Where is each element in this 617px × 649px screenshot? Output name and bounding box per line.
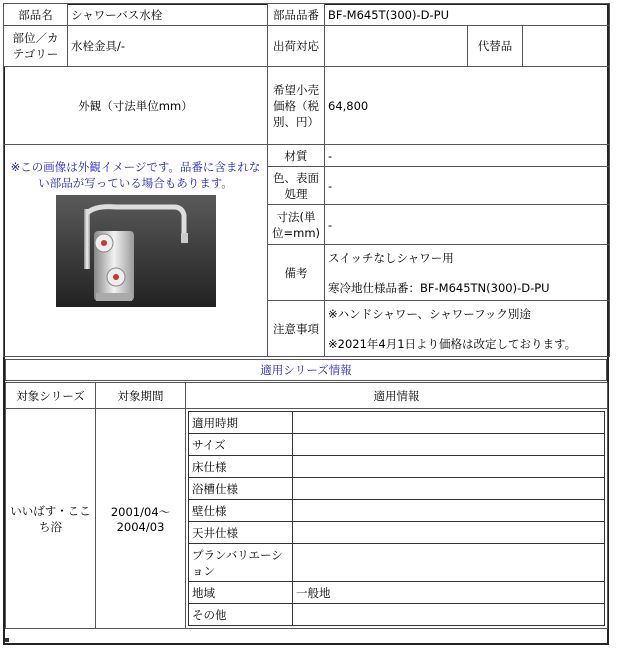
category-value: 水栓金具/- xyxy=(68,26,268,67)
remarks-line-2: 寒冷地仕様品番：BF-M645TN(300)-D-PU xyxy=(328,280,550,295)
col-info-header: 適用情報 xyxy=(186,383,608,409)
substitute-value xyxy=(523,26,610,67)
info-row-value xyxy=(293,434,605,456)
col-period-header: 対象期間 xyxy=(96,383,186,409)
price-value: 64,800 xyxy=(325,67,610,145)
info-row xyxy=(189,604,605,626)
info-row xyxy=(189,500,605,522)
appearance-label: 外観（寸法単位mm） xyxy=(4,67,268,145)
material-value: - xyxy=(325,145,610,167)
color-label: 色、表面処理 xyxy=(268,167,325,205)
part-number-value: BF-M645T(300)-D-PU xyxy=(325,4,610,26)
info-row-value xyxy=(293,604,605,626)
info-row xyxy=(189,582,605,604)
info-row-value xyxy=(293,500,605,522)
series-section-title: 適用シリーズ情報 xyxy=(5,359,607,381)
info-row xyxy=(189,412,605,434)
info-row xyxy=(189,478,605,500)
info-row-key: 浴槽仕様 xyxy=(189,478,293,500)
series-value: いいばす・ここち浴 xyxy=(6,409,96,629)
info-row-value xyxy=(293,456,605,478)
part-name-label: 部品名 xyxy=(4,4,68,26)
price-label: 希望小売価格（税別、円） xyxy=(268,67,325,145)
caution-line-2: ※2021年4月1日より価格は改定しております。 xyxy=(328,336,577,351)
info-table xyxy=(188,411,605,626)
info-row-key: 床仕様 xyxy=(189,456,293,478)
info-row-key: 地域 xyxy=(189,582,293,604)
info-row xyxy=(189,522,605,544)
period-value: 2001/04～2004/03 xyxy=(96,409,186,629)
info-cell xyxy=(186,409,608,629)
info-row-value xyxy=(293,522,605,544)
shipping-value xyxy=(325,26,468,67)
dimension-value: - xyxy=(325,205,610,245)
bottom-marker xyxy=(5,638,9,642)
part-name-value: シャワーバス水栓 xyxy=(68,4,268,26)
info-row-key: その他 xyxy=(189,604,293,626)
info-row xyxy=(189,434,605,456)
info-row-key: プランバリエーション xyxy=(189,544,293,582)
info-row-key: 適用時期 xyxy=(189,412,293,434)
dimension-label: 寸法(単位=mm) xyxy=(268,205,325,245)
info-row-value xyxy=(293,478,605,500)
remarks-value xyxy=(325,245,610,301)
remarks-line-1: スイッチなしシャワー用 xyxy=(328,250,454,265)
faucet-image xyxy=(56,195,216,307)
remarks-label: 備考 xyxy=(268,245,325,301)
info-row-key: 壁仕様 xyxy=(189,500,293,522)
series-table xyxy=(5,382,608,629)
substitute-label: 代替品 xyxy=(468,26,523,67)
shipping-label: 出荷対応 xyxy=(268,26,325,67)
image-cell xyxy=(4,145,268,357)
image-note: ※この画像は外観イメージです。品番に含まれない部品が写っている場合もあります。 xyxy=(10,160,261,190)
info-row-key: サイズ xyxy=(189,434,293,456)
part-detail-table xyxy=(3,3,610,357)
part-number-label: 部品品番 xyxy=(268,4,325,26)
material-label: 材質 xyxy=(268,145,325,167)
category-label: 部位／カテゴリー xyxy=(4,26,68,67)
caution-value xyxy=(325,301,610,357)
info-row-value xyxy=(293,544,605,582)
col-series-header: 対象シリーズ xyxy=(6,383,96,409)
color-value: - xyxy=(325,167,610,205)
info-row xyxy=(189,456,605,478)
caution-label: 注意事項 xyxy=(268,301,325,357)
info-row xyxy=(189,544,605,582)
caution-line-1: ※ハンドシャワー、シャワーフック別途 xyxy=(328,306,531,321)
info-row-key: 天井仕様 xyxy=(189,522,293,544)
info-row-value xyxy=(293,412,605,434)
info-row-value: 一般地 xyxy=(293,582,605,604)
